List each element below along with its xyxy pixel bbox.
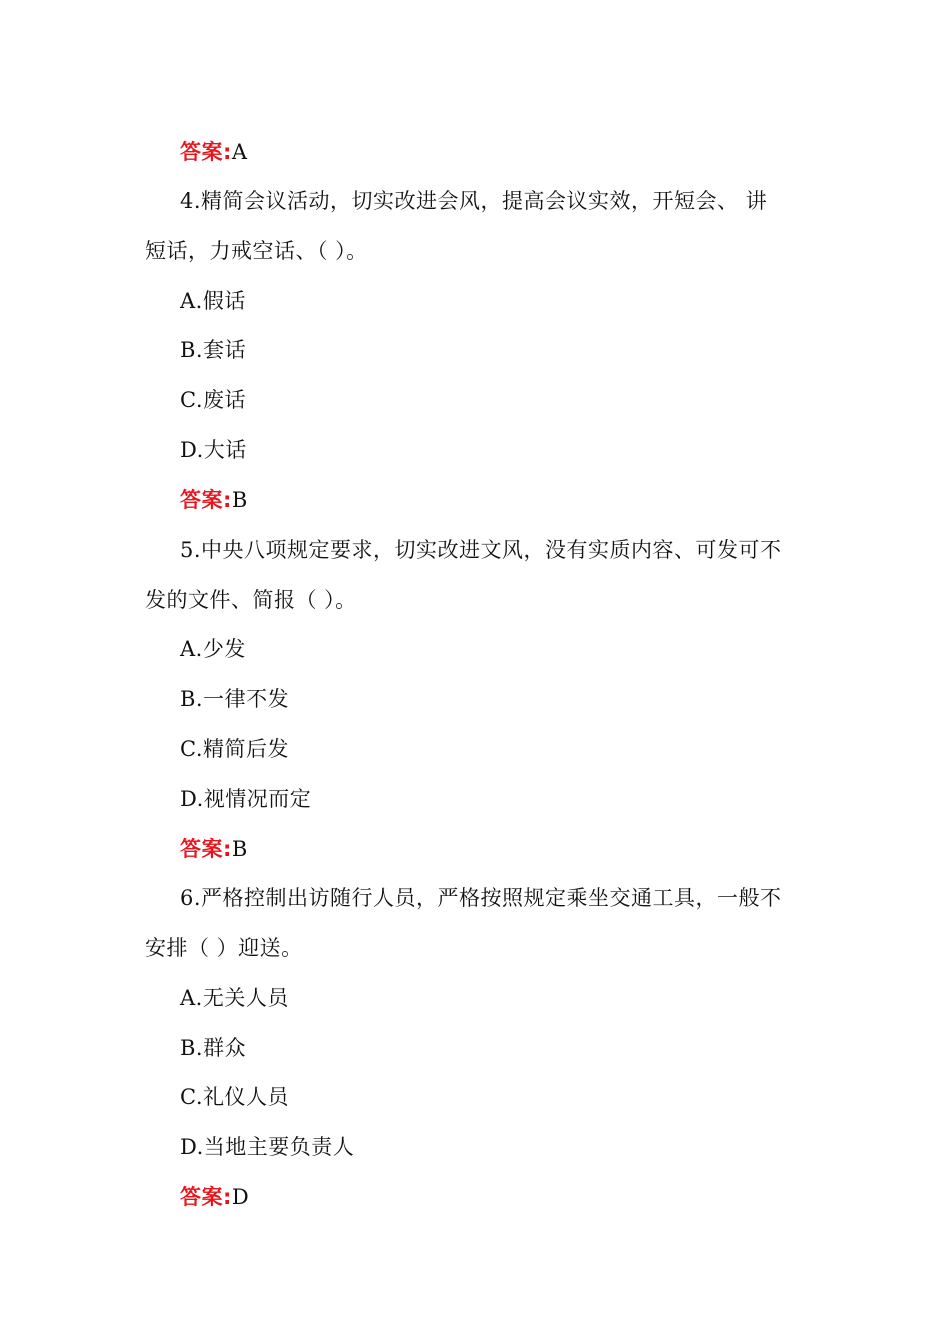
answer-value: B: [231, 488, 248, 512]
answer-line-q6: [180, 1182, 249, 1212]
question-5-option-d: D.视情况而定: [180, 787, 312, 811]
question-4-option-c: C.废话: [180, 388, 246, 412]
question-5-option-b: B.一律不发: [180, 687, 290, 711]
answer-label: 答案:: [180, 488, 232, 512]
answer-line-q3: [180, 137, 248, 167]
question-6-text-line1: 6.严格控制出访随行人员，严格按照规定乘坐交通工具，一般不: [180, 886, 782, 910]
question-6-option-d: D.当地主要负责人: [180, 1135, 355, 1159]
answer-value: A: [231, 140, 248, 164]
question-4-option-b: B.套话: [180, 338, 247, 362]
question-6-option-c: C.礼仪人员: [180, 1085, 289, 1109]
answer-label: 答案:: [180, 140, 232, 164]
answer-value: D: [231, 1185, 250, 1209]
question-6-option-a: A.无关人员: [180, 986, 289, 1010]
question-4-option-a: A.假话: [180, 289, 246, 313]
question-5-text-line1: 5.中央八项规定要求，切实改进文风，没有实质内容、可发可不: [180, 538, 782, 562]
question-6-text-line2: 安排（ ）迎送。: [145, 936, 303, 960]
question-5-option-c: C.精简后发: [180, 737, 289, 761]
question-4-text-line1: 4.精简会议活动，切实改进会风，提高会议实效，开短会、 讲: [180, 189, 768, 213]
question-4-option-d: D.大话: [180, 438, 247, 462]
answer-line-q4: [180, 485, 248, 515]
answer-label: 答案:: [180, 1185, 232, 1209]
question-5-option-a: A.少发: [180, 637, 246, 661]
answer-label: 答案:: [180, 837, 232, 861]
answer-line-q5: [180, 834, 248, 864]
answer-value: B: [231, 837, 248, 861]
question-5-text-line2: 发的文件、简报（ ）。: [145, 588, 357, 612]
question-6-option-b: B.群众: [180, 1036, 247, 1060]
question-4-text-line2: 短话，力戒空话、（ ）。: [145, 239, 368, 263]
